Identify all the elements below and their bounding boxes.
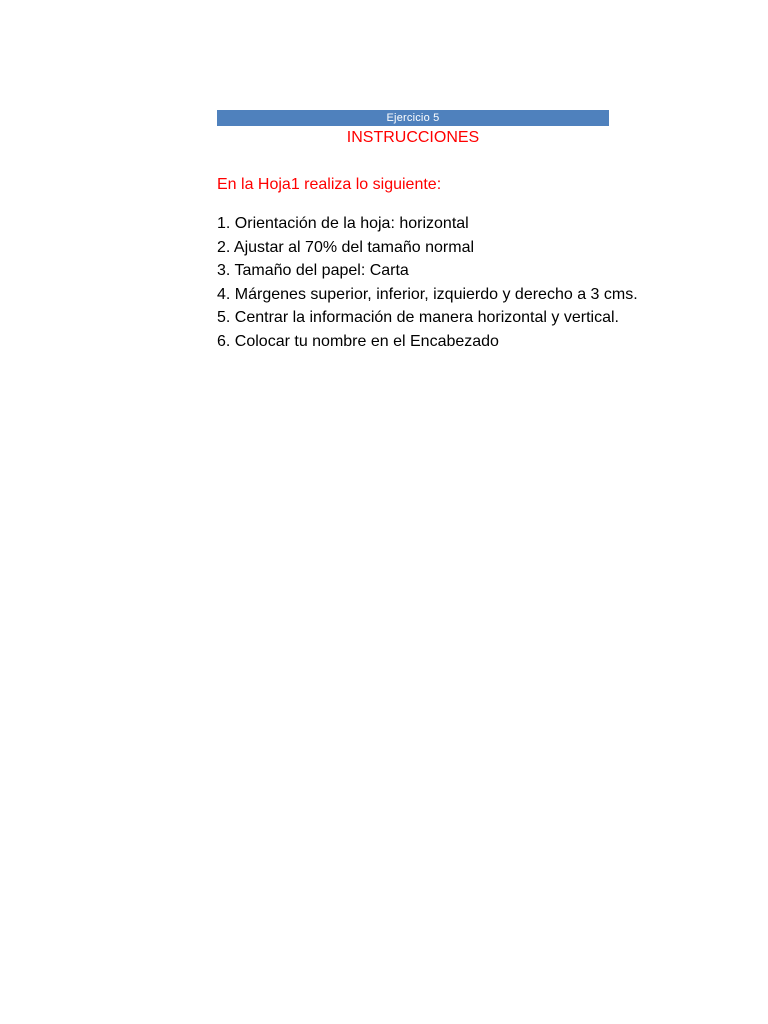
instructions-title: INSTRUCCIONES [346, 129, 480, 146]
exercise-header-bar: Ejercicio 5 [217, 110, 609, 126]
step-item: 4. Márgenes superior, inferior, izquierdo y derecho a 3 cms. [217, 285, 638, 303]
step-item: 6. Colocar tu nombre en el Encabezado [217, 332, 499, 350]
step-item: 1. Orientación de la hoja: horizontal [217, 215, 469, 232]
instructions-subtitle: En la Hoja1 realiza lo siguiente: [217, 176, 442, 193]
steps-list [217, 212, 638, 353]
step-item: 2. Ajustar al 70% del tamaño normal [217, 238, 475, 256]
step-item: 3. Tamaño del papel: Carta [217, 262, 409, 279]
step-item: 5. Centrar la información de manera horizontal y vertical. [217, 309, 619, 326]
